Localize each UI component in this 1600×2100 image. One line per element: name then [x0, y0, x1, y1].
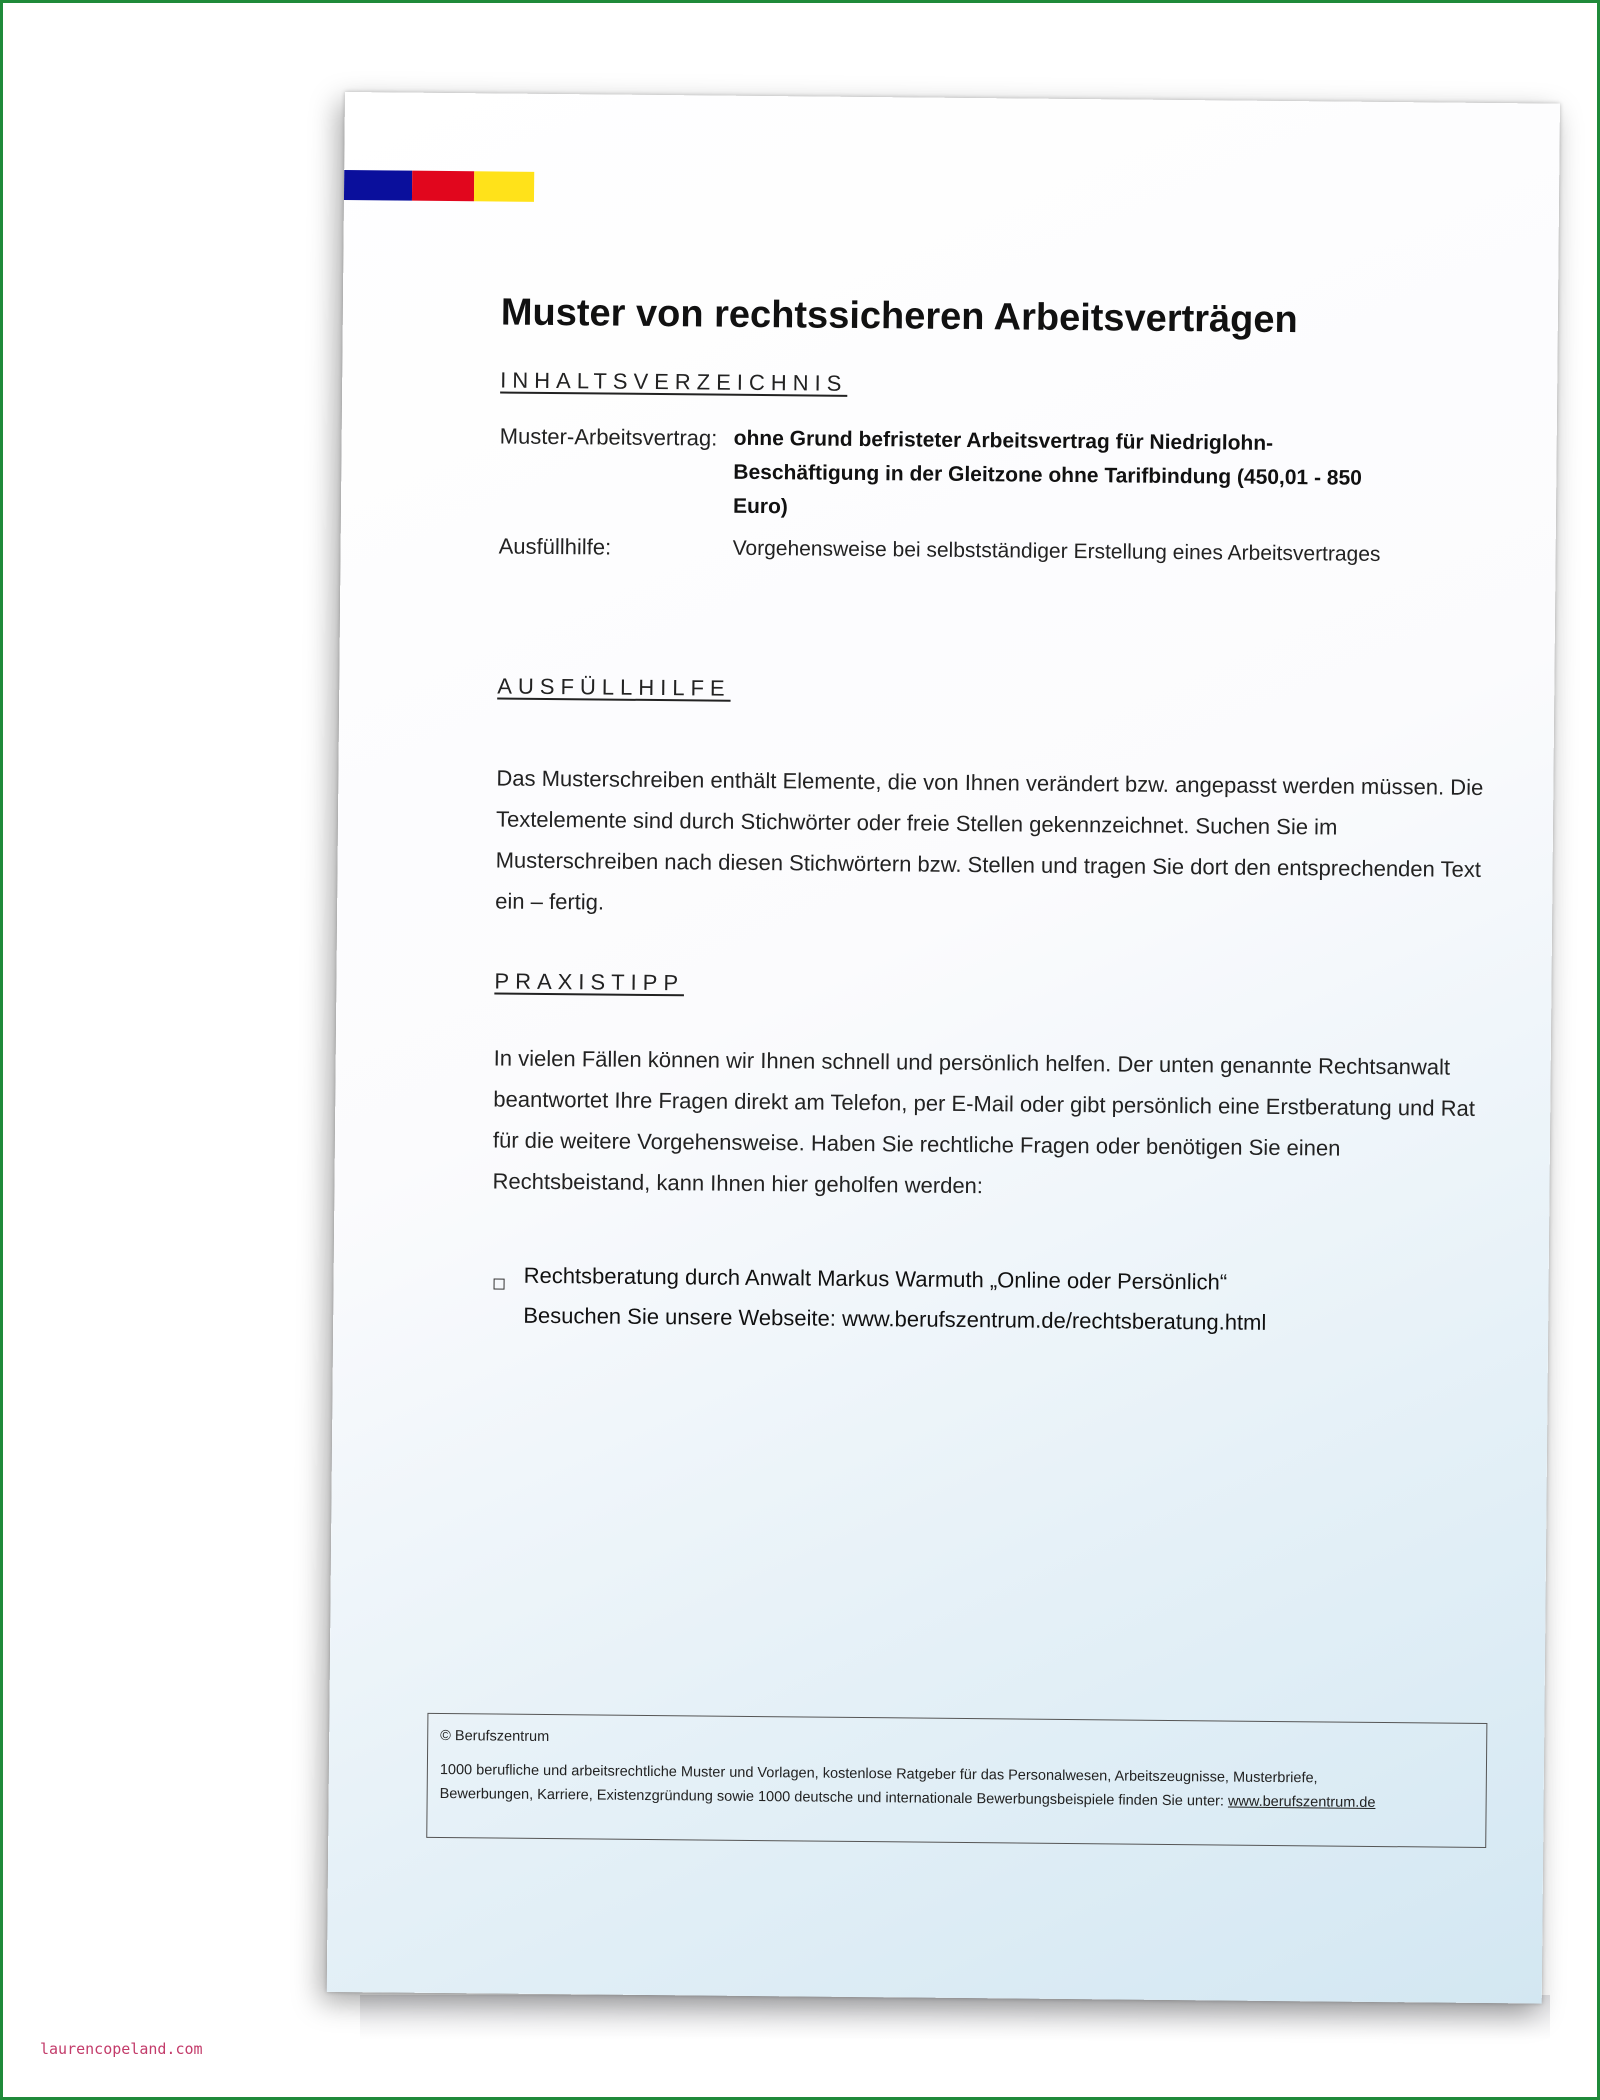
fill-help-text: Das Musterschreiben enthält Elemente, die von Ihnen verändert bzw. angepasst werden müssen. Die Textelemente sind durch Stichwörter oder freie Stellen gekennzeichnet. Suchen Sie im Musterschreiben nach diesen Stichwörtern bzw. Stellen und tragen Sie dort den entsprechenden Text ein – fertig.	[495, 765, 1484, 915]
footer-copyright: © Berufszentrum	[440, 1727, 550, 1746]
footer-line-2-text: Bewerbungen, Karriere, Existenzgründung sowie 1000 deutsche und internationale Bewerbungsbeispiele finden Sie unter:	[439, 1785, 1229, 1810]
bullet-line-1: Rechtsberatung durch Anwalt Markus Warmuth „Online oder Persönlich“	[523, 1262, 1228, 1295]
checkbox-bullet-icon	[494, 1278, 505, 1289]
flag-stripe-blue	[344, 170, 412, 201]
document-title: Muster von rechtssicheren Arbeitsverträgen	[500, 291, 1298, 342]
toc-value-line: Euro)	[732, 494, 788, 519]
bullet-line-2: Besuchen Sie unsere Webseite: www.berufszentrum.de/rechtsberatung.html	[523, 1302, 1267, 1335]
footer-link[interactable]: www.berufszentrum.de	[1227, 1793, 1376, 1811]
toc-heading: INHALTSVERZEICHNIS	[500, 367, 848, 396]
fill-help-heading: AUSFÜLLHILFE	[497, 673, 731, 701]
tip-heading: PRAXISTIPP	[494, 968, 685, 996]
footer-line-1: 1000 berufliche und arbeitsrechtliche Muster und Vorlagen, kostenlose Ratgeber für das Personalwesen, Arbeitszeugnisse, Musterbriefe,	[439, 1761, 1318, 1787]
footer-line-2	[440, 1786, 1474, 1812]
footer-box	[426, 1713, 1487, 1848]
toc-value-muster	[733, 422, 1414, 531]
tip-text: In vielen Fällen können wir Ihnen schnell und persönlich helfen. Der unten genannte Rechtsanwalt beantwortet Ihre Fragen direkt am Telefon, per E-Mail oder gibt persönlich eine Erstberatung und Rat für die weitere Vorgehensweise. Haben Sie rechtliche Fragen oder benötigen Sie einen Rechtsbeistand, kann Ihnen hier geholfen werden:	[492, 1045, 1475, 1199]
bullet-item-rechtsberatung	[523, 1256, 1267, 1343]
toc-value-line: Vorgehensweise bei selbstständiger Erstellung eines Arbeitsvertrages	[732, 536, 1381, 566]
toc-label-muster: Muster-Arbeitsvertrag:	[499, 423, 718, 451]
toc-value-line: Beschäftigung in der Gleitzone ohne Tarifbindung (450,01 - 850	[733, 460, 1362, 490]
toc-value-line: ohne Grund befristeter Arbeitsvertrag für Niedriglohn-	[733, 426, 1274, 455]
toc-value-ausfuellhilfe	[732, 532, 1452, 573]
watermark-text: laurencopeland.com	[40, 2040, 203, 2058]
toc-label-ausfuellhilfe: Ausfüllhilfe:	[498, 533, 612, 560]
document-page	[327, 92, 1560, 2004]
flag-stripe-red	[412, 171, 474, 202]
flag-stripe-yellow	[474, 171, 534, 202]
